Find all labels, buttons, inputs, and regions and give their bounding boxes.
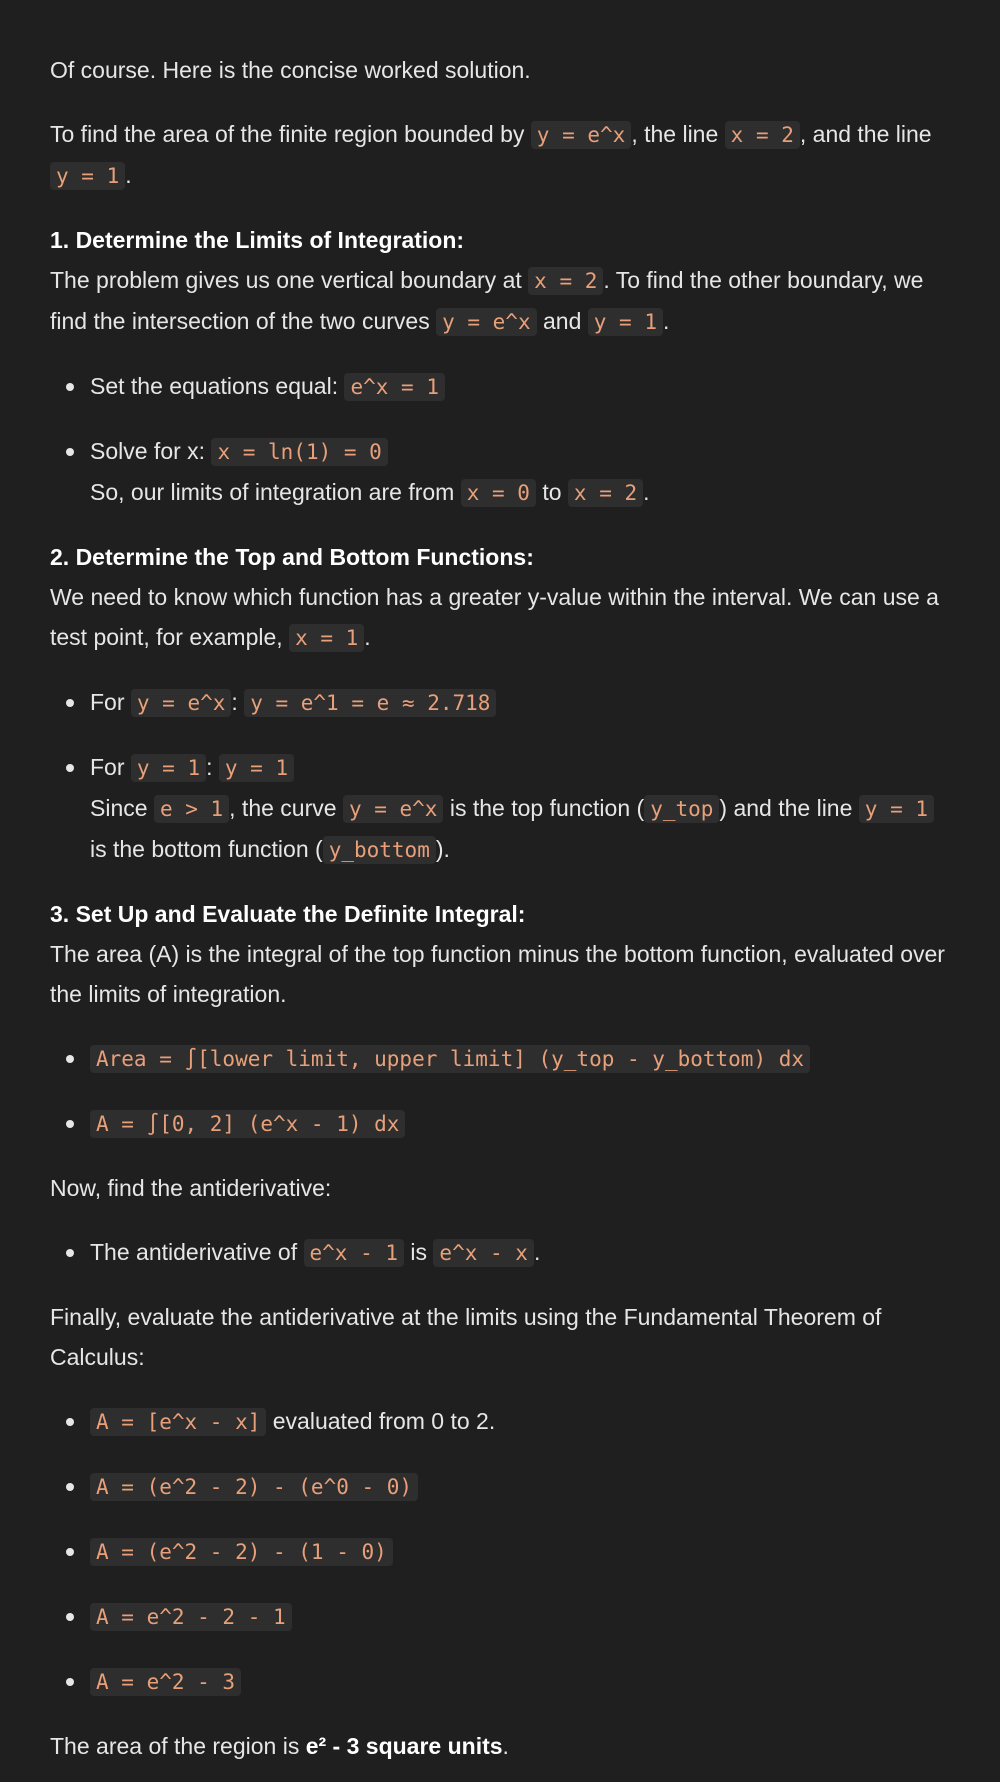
inline-code: Area = ∫[lower limit, upper limit] (y_top - y_bottom) dx (90, 1045, 810, 1073)
bullet-text: is (404, 1239, 434, 1265)
final-answer: e² - 3 square units (305, 1733, 503, 1759)
inline-code: x = 1 (289, 624, 364, 652)
inline-code: e^x - x (433, 1239, 534, 1267)
inline-code: A = (e^2 - 2) - (1 - 0) (90, 1538, 393, 1566)
step1-description (50, 260, 950, 342)
step2-section (50, 537, 950, 658)
step1-text-2: . To find the other boundary, we find the intersection of the two curves (50, 267, 924, 334)
subline-text: So, our limits of integration are from (90, 479, 461, 505)
bullet-subline (90, 788, 950, 870)
evaluation-intro: Finally, evaluate the antiderivative at the limits using the Fundamental Theorem of Calculus: (50, 1304, 882, 1370)
step1-section (50, 220, 950, 342)
inline-code: y_top (644, 795, 719, 823)
subline-text: Since (90, 795, 154, 821)
antiderivative-intro: Now, find the antiderivative: (50, 1175, 332, 1201)
bullet-text: Set the equations equal: (90, 373, 345, 399)
step3-heading: 3. Set Up and Evaluate the Definite Integral: (50, 901, 526, 927)
list-item (50, 1466, 950, 1507)
inline-code: y = 1 (219, 754, 294, 782)
list-item (50, 366, 950, 407)
conclusion-text: The area of the region is (50, 1733, 306, 1759)
inline-code: x = 2 (528, 267, 603, 295)
problem-statement (50, 114, 950, 196)
step1-list (50, 366, 950, 513)
subline-text: ) and the line (719, 795, 859, 821)
inline-code: y = 1 (50, 162, 125, 190)
inline-code: A = (e^2 - 2) - (e^0 - 0) (90, 1473, 418, 1501)
problem-text-4: . (125, 162, 132, 188)
inline-code: x = 0 (461, 479, 536, 507)
step1-heading: 1. Determine the Limits of Integration: (50, 227, 465, 253)
step2-text-1: We need to know which function has a greater y-value within the interval. We can use a test point, for example, (50, 584, 939, 650)
inline-code: A = ∫[0, 2] (e^x - 1) dx (90, 1110, 405, 1138)
step2-description (50, 577, 950, 658)
inline-code: y = e^x (436, 308, 537, 336)
inline-code: x = ln(1) = 0 (211, 438, 387, 466)
subline-text: is the top function ( (443, 795, 645, 821)
bullet-text: For (90, 754, 131, 780)
bullet-text: : (231, 689, 245, 715)
list-item (50, 1661, 950, 1702)
inline-code: e^x - 1 (304, 1239, 405, 1267)
step2-text-2: . (364, 624, 371, 650)
bullet-subline (90, 472, 950, 513)
subline-text: ). (435, 836, 450, 862)
inline-code: y_bottom (323, 836, 436, 864)
bullet-text: For (90, 689, 131, 715)
inline-code: y = e^x (131, 689, 232, 717)
bullet-text: . (533, 1239, 541, 1265)
problem-text-1: To find the area of the finite region bounded by (50, 121, 531, 147)
bullet-text: The antiderivative of (90, 1239, 304, 1265)
step2-list (50, 682, 950, 870)
step2-heading: 2. Determine the Top and Bottom Functions: (50, 544, 534, 570)
list-item (50, 1232, 950, 1273)
solution-document (50, 50, 950, 1766)
problem-text-3: , and the line (799, 121, 932, 147)
step3-description: The area (A) is the integral of the top function minus the bottom function, evaluated over the limits of integration. (50, 941, 945, 1007)
inline-code: y = 1 (859, 795, 934, 823)
inline-code: x = 2 (568, 479, 643, 507)
problem-text-2: , the line (631, 121, 725, 147)
bullet-text: evaluated from 0 to 2. (266, 1408, 496, 1434)
inline-code: e > 1 (154, 795, 229, 823)
inline-code: y = 1 (131, 754, 206, 782)
inline-code: e^x = 1 (344, 373, 445, 401)
list-item (50, 1596, 950, 1637)
subline-text: . (643, 479, 650, 505)
list-item (50, 1038, 950, 1079)
inline-code: A = e^2 - 2 - 1 (90, 1603, 292, 1631)
inline-code: A = e^2 - 3 (90, 1668, 241, 1696)
evaluation-list (50, 1401, 950, 1702)
inline-code: y = e^x (343, 795, 444, 823)
subline-text: to (535, 479, 568, 505)
list-item (50, 431, 950, 513)
inline-code: x = 2 (725, 121, 800, 149)
list-item (50, 747, 950, 870)
list-item (50, 1103, 950, 1144)
step1-text-3: and (536, 308, 588, 334)
conclusion (50, 1726, 950, 1766)
step1-text-4: . (662, 308, 670, 334)
inline-code: y = e^x (531, 121, 632, 149)
conclusion-period: . (502, 1733, 509, 1759)
antiderivative-list (50, 1232, 950, 1273)
list-item (50, 682, 950, 723)
subline-text: , the curve (229, 795, 343, 821)
subline-text: is the bottom function ( (90, 836, 323, 862)
step3-setup-list (50, 1038, 950, 1144)
inline-code: A = [e^x - x] (90, 1408, 266, 1436)
list-item (50, 1401, 950, 1442)
bullet-text: Solve for x: (90, 438, 212, 464)
list-item (50, 1531, 950, 1572)
step1-text-1: The problem gives us one vertical boundary at (50, 267, 529, 293)
inline-code: y = 1 (588, 308, 663, 336)
intro-sentence: Of course. Here is the concise worked solution. (50, 57, 531, 83)
inline-code: y = e^1 = e ≈ 2.718 (244, 689, 496, 717)
step3-section (50, 894, 950, 1014)
intro-text (50, 50, 950, 90)
bullet-text: : (206, 754, 219, 780)
